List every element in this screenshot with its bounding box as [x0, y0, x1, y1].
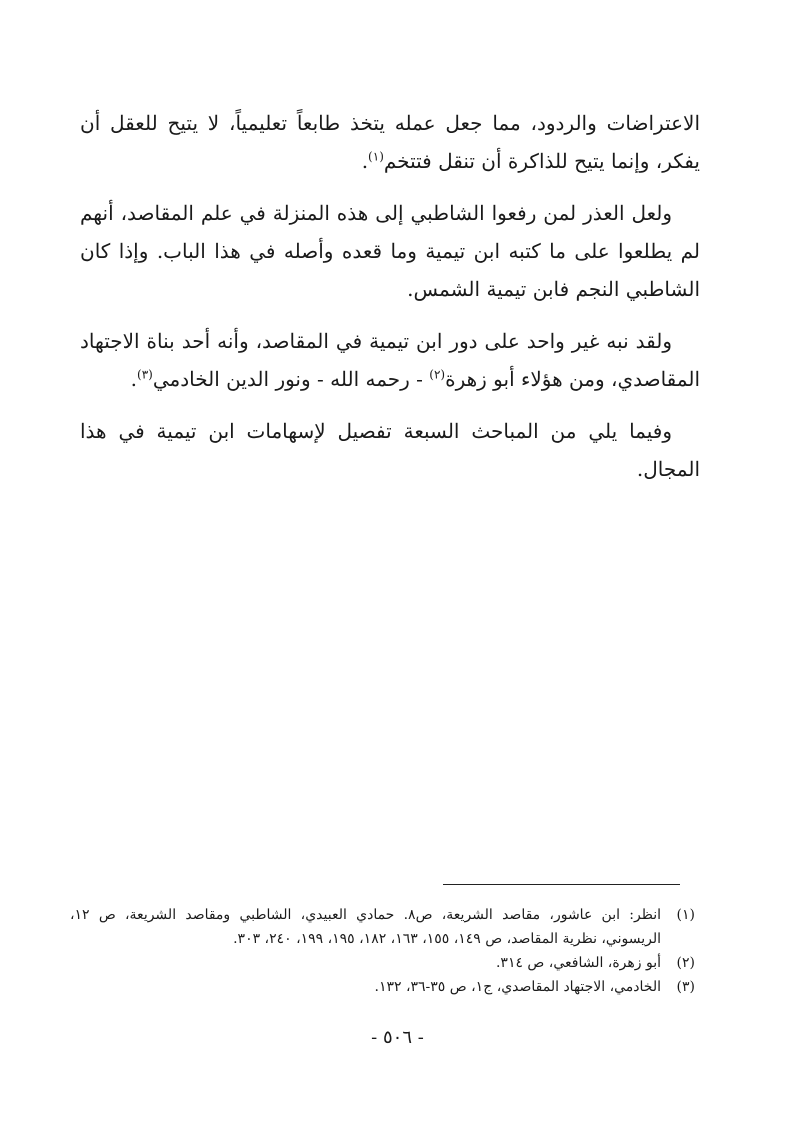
paragraph-3 — [80, 322, 700, 398]
footnote-ref-1: (١) — [368, 149, 384, 164]
paragraph-1-text: الاعتراضات والردود، مما جعل عمله يتخذ طابعاً تعليمياً، لا يتيح للعقل أن يفكر، وإنما يتيح للذاكرة أن تنقل فتتخم — [80, 111, 700, 173]
footnote-number: (١) — [676, 907, 695, 923]
footnote-text: انظر: ابن عاشور، مقاصد الشريعة، ص٨. حمادي العبيدي، الشاطبي ومقاصد الشريعة، ص ١٢، الريسوني، نظرية المقاصد، ص ١٤٩، ١٥٥، ١٦٣، ١٨٢، ١٩٥، ١٩٩، ٢٤٠، ٣٠٣. — [70, 907, 661, 947]
footnote-separator — [443, 884, 680, 885]
footnote-item — [70, 975, 695, 999]
paragraph-2-text: ولعل العذر لمن رفعوا الشاطبي إلى هذه المنزلة في علم المقاصد، أنهم لم يطلعوا على ما كتبه ابن تيمية وما قعده وأصله في هذا الباب. وإذا كان الشاطبي النجم فابن تيمية الشمس. — [80, 201, 700, 301]
footnotes — [70, 903, 695, 999]
paragraph-3-text: ولقد نبه غير واحد على دور ابن تيمية في المقاصد، وأنه أحد بناة الاجتهاد المقاصدي، ومن هؤلاء أبو زهرة — [80, 329, 700, 391]
main-text — [80, 104, 700, 502]
paragraph-2 — [80, 194, 700, 308]
footnote-number: (٢) — [676, 955, 695, 971]
footnote-text: أبو زهرة، الشافعي، ص ٣١٤. — [495, 955, 661, 971]
paragraph-4 — [80, 412, 700, 488]
page-number: - ٥٠٦ - — [371, 1027, 424, 1048]
footnote-text: الخادمي، الاجتهاد المقاصدي، ج١، ص ٣٥-٣٦، ١٣٢. — [374, 979, 661, 995]
footnote-ref-2: (٢) — [429, 367, 446, 382]
paragraph-3-middle: - رحمه الله - ونور الدين الخادمي — [152, 367, 430, 391]
footnote-number: (٣) — [676, 979, 695, 995]
footnote-ref-3: (٣) — [137, 367, 153, 382]
paragraph-1 — [80, 104, 700, 180]
paragraph-1-tail: . — [361, 149, 369, 173]
paragraph-4-text: وفيما يلي من المباحث السبعة تفصيل لإسهامات ابن تيمية في هذا المجال. — [80, 419, 700, 481]
footnote-item — [70, 951, 695, 975]
footnote-item — [70, 903, 695, 951]
paragraph-3-tail: . — [130, 367, 138, 391]
